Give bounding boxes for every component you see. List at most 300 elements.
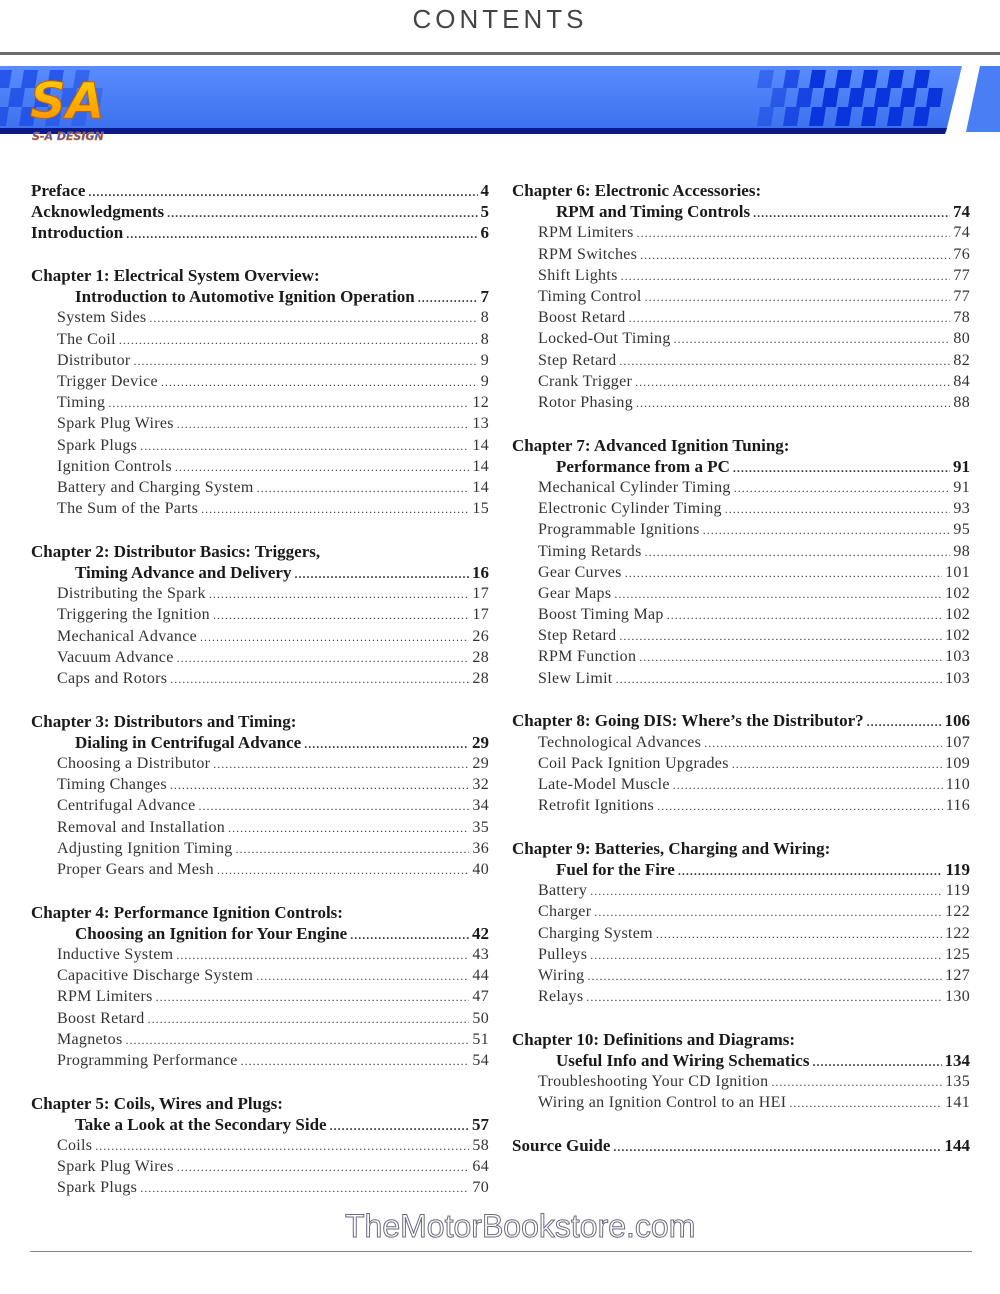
sa-design-logo bbox=[30, 72, 105, 130]
entry-label: RPM Limiters bbox=[538, 224, 634, 242]
dot-leader bbox=[613, 1137, 941, 1156]
dot-leader bbox=[294, 564, 469, 583]
entry-label: Battery bbox=[538, 882, 588, 900]
section-entry[interactable] bbox=[512, 350, 970, 371]
logo-subtext: S-A DESIGN bbox=[32, 130, 104, 143]
page-number: 134 bbox=[944, 1050, 970, 1070]
section-entry[interactable] bbox=[31, 413, 489, 434]
entry-label: Programmable Ignitions bbox=[538, 521, 700, 539]
page-number: 102 bbox=[945, 627, 970, 645]
section-entry[interactable] bbox=[512, 583, 970, 604]
page-number: 5 bbox=[480, 202, 489, 222]
entry-label: Programming Performance bbox=[57, 1051, 238, 1069]
dot-leader bbox=[619, 351, 950, 371]
page-number: 54 bbox=[472, 1051, 489, 1069]
page-number: 36 bbox=[472, 839, 489, 857]
chapter-title-entry[interactable] bbox=[31, 732, 489, 753]
entry-label: Electronic Cylinder Timing bbox=[538, 500, 722, 518]
chapter-heading: Chapter 1: Electrical System Overview: bbox=[31, 266, 320, 286]
page-number: 32 bbox=[472, 776, 489, 794]
page-number: 14 bbox=[472, 478, 489, 496]
entry-label: Boost Retard bbox=[538, 309, 626, 327]
entry-label: Coils bbox=[57, 1137, 93, 1154]
section-entry[interactable] bbox=[512, 286, 970, 307]
dot-leader bbox=[704, 733, 942, 753]
dot-leader bbox=[149, 308, 477, 328]
front-matter-entry[interactable] bbox=[31, 180, 489, 201]
section-entry[interactable] bbox=[31, 795, 489, 816]
section-entry[interactable] bbox=[512, 668, 970, 689]
page-number: 110 bbox=[945, 775, 970, 793]
section-entry[interactable] bbox=[31, 774, 489, 795]
entry-label: Spark Plugs bbox=[57, 1179, 138, 1197]
dot-leader bbox=[732, 754, 942, 774]
section-entry[interactable] bbox=[31, 668, 489, 689]
section-entry[interactable] bbox=[512, 222, 970, 243]
dot-leader bbox=[586, 987, 942, 1007]
dot-leader bbox=[590, 881, 942, 901]
section-entry[interactable] bbox=[31, 498, 489, 519]
page-number: 8 bbox=[480, 330, 489, 348]
chapter-heading: Chapter 2: Distributor Basics: Triggers, bbox=[31, 541, 321, 561]
page-number: 103 bbox=[945, 669, 970, 687]
dot-leader bbox=[140, 1178, 469, 1198]
section-entry[interactable] bbox=[512, 265, 970, 286]
entry-label: Crank Trigger bbox=[538, 372, 633, 390]
page-number: 98 bbox=[953, 542, 970, 560]
back-matter-entry[interactable] bbox=[512, 1135, 970, 1156]
spacer bbox=[31, 880, 489, 902]
entry-label: Fuel for the Fire bbox=[556, 859, 675, 879]
section-entry[interactable] bbox=[512, 519, 970, 540]
section-entry[interactable] bbox=[31, 986, 489, 1007]
dot-leader bbox=[673, 775, 943, 795]
page-number: 28 bbox=[472, 669, 489, 687]
page-number: 7 bbox=[480, 287, 489, 307]
page-number: 43 bbox=[472, 946, 489, 963]
entry-label: Choosing a Distributor bbox=[57, 755, 211, 772]
dot-leader bbox=[170, 775, 470, 795]
page-title: CONTENTS bbox=[412, 4, 588, 34]
dot-leader bbox=[629, 308, 951, 328]
dot-leader bbox=[678, 861, 943, 880]
dot-leader bbox=[88, 182, 477, 201]
section-entry[interactable] bbox=[31, 859, 489, 880]
section-entry[interactable] bbox=[512, 477, 970, 498]
spacer bbox=[512, 816, 970, 838]
chapter-title-entry[interactable] bbox=[512, 456, 970, 477]
entry-label: Technological Advances bbox=[538, 733, 702, 751]
dot-leader bbox=[161, 372, 478, 392]
entry-label: RPM Switches bbox=[538, 245, 638, 263]
entry-label: Preface bbox=[31, 181, 86, 200]
dot-leader bbox=[639, 647, 942, 667]
page-number: 125 bbox=[945, 945, 970, 963]
section-entry[interactable] bbox=[512, 923, 970, 944]
entry-label: Step Retard bbox=[538, 627, 617, 645]
section-entry[interactable] bbox=[512, 307, 970, 328]
chapter-title-entry[interactable] bbox=[31, 562, 489, 583]
page-number: 76 bbox=[953, 245, 970, 263]
front-matter-entry[interactable] bbox=[31, 222, 489, 243]
chapter-title-entry[interactable] bbox=[512, 201, 970, 222]
entry-label: Source Guide bbox=[512, 1136, 611, 1155]
entry-label: Acknowledgments bbox=[31, 202, 165, 222]
chapter-heading: Chapter 6: Electronic Accessories: bbox=[512, 181, 762, 200]
chapter-title-entry[interactable] bbox=[512, 1050, 970, 1071]
entry-label: RPM and Timing Controls bbox=[556, 202, 751, 222]
entry-label: The Sum of the Parts bbox=[57, 500, 199, 518]
dot-leader bbox=[734, 478, 951, 498]
entry-label: Distributing the Spark bbox=[57, 585, 206, 603]
entry-label: Ignition Controls bbox=[57, 457, 172, 475]
dot-leader bbox=[636, 393, 950, 413]
checkered-banner bbox=[0, 62, 1000, 152]
page-number: 4 bbox=[480, 181, 489, 200]
dot-leader bbox=[213, 605, 469, 625]
section-entry[interactable] bbox=[512, 392, 970, 413]
section-entry[interactable] bbox=[31, 944, 489, 965]
section-entry[interactable] bbox=[31, 1008, 489, 1029]
dot-leader bbox=[621, 266, 951, 286]
chapter-heading: Chapter 7: Advanced Ignition Tuning: bbox=[512, 435, 790, 455]
page-number: 8 bbox=[480, 309, 489, 327]
dot-leader bbox=[703, 520, 951, 540]
page-number: 15 bbox=[472, 500, 489, 518]
entry-label: Shift Lights bbox=[538, 266, 618, 284]
section-entry[interactable] bbox=[512, 944, 970, 965]
section-entry[interactable] bbox=[512, 986, 970, 1007]
entry-label: Spark Plug Wires bbox=[57, 1158, 174, 1176]
page-number: 95 bbox=[953, 521, 970, 539]
page-number: 130 bbox=[945, 988, 970, 1006]
page-number: 107 bbox=[945, 733, 970, 751]
dot-leader bbox=[140, 436, 469, 456]
dot-leader bbox=[257, 478, 470, 498]
page-number: 57 bbox=[472, 1114, 489, 1134]
entry-label: Capacitive Discharge System bbox=[57, 967, 254, 985]
page-number: 12 bbox=[472, 394, 489, 412]
dot-leader bbox=[201, 499, 469, 519]
section-entry[interactable] bbox=[512, 371, 970, 392]
banner-band-shadow bbox=[0, 128, 947, 134]
section-entry[interactable] bbox=[512, 732, 970, 753]
dot-leader bbox=[753, 203, 950, 222]
page-number: 47 bbox=[472, 988, 489, 1006]
entry-label: Coil Pack Ignition Upgrades bbox=[538, 754, 729, 772]
entry-label: Trigger Device bbox=[57, 373, 158, 390]
dot-leader bbox=[148, 1009, 470, 1029]
entry-label: Boost Timing Map bbox=[538, 606, 664, 624]
entry-label: Adjusting Ignition Timing bbox=[57, 839, 233, 857]
page-number: 80 bbox=[953, 330, 970, 348]
page-number: 9 bbox=[480, 351, 489, 369]
chapter-title-entry[interactable] bbox=[31, 1114, 489, 1135]
toc-column-left bbox=[31, 180, 489, 1199]
section-entry[interactable] bbox=[512, 625, 970, 646]
front-matter-entry[interactable] bbox=[31, 201, 489, 222]
dot-leader bbox=[217, 860, 469, 880]
page-number: 50 bbox=[472, 1009, 489, 1027]
entry-label: The Coil bbox=[57, 330, 116, 348]
spacer bbox=[512, 413, 970, 435]
page-number: 26 bbox=[472, 627, 489, 645]
spacer bbox=[31, 244, 489, 266]
dot-leader bbox=[616, 669, 943, 689]
section-entry[interactable] bbox=[31, 583, 489, 604]
entry-label: Removal and Installation bbox=[57, 818, 226, 836]
entry-label: Caps and Rotors bbox=[57, 669, 168, 687]
dot-leader bbox=[177, 414, 470, 434]
section-entry[interactable] bbox=[31, 817, 489, 838]
section-entry[interactable] bbox=[31, 753, 489, 774]
section-entry[interactable] bbox=[512, 328, 970, 349]
entry-label: Inductive System bbox=[57, 946, 174, 963]
entry-label: Timing Control bbox=[538, 287, 642, 305]
page-number: 14 bbox=[472, 457, 489, 475]
dot-leader bbox=[625, 563, 942, 583]
section-entry[interactable] bbox=[31, 647, 489, 668]
top-divider bbox=[0, 52, 1000, 55]
section-entry[interactable] bbox=[31, 838, 489, 859]
page-number: 74 bbox=[953, 202, 970, 222]
section-entry[interactable] bbox=[512, 562, 970, 583]
section-entry[interactable] bbox=[512, 753, 970, 774]
page-number: 29 bbox=[472, 755, 489, 772]
entry-label: Timing bbox=[57, 394, 106, 412]
entry-label: Retrofit Ignitions bbox=[538, 797, 655, 815]
entry-label: Dialing in Centrifugal Advance bbox=[75, 732, 302, 752]
section-entry[interactable] bbox=[512, 1092, 970, 1113]
dot-leader bbox=[176, 945, 469, 965]
page-number: 14 bbox=[472, 436, 489, 454]
page-number: 93 bbox=[953, 500, 970, 518]
section-entry[interactable] bbox=[31, 1029, 489, 1050]
spacer bbox=[512, 1007, 970, 1029]
page-number: 29 bbox=[472, 732, 489, 752]
section-entry[interactable] bbox=[31, 435, 489, 456]
section-entry[interactable] bbox=[512, 901, 970, 922]
chapter-title-entry[interactable] bbox=[512, 710, 970, 731]
spacer bbox=[31, 689, 489, 711]
watermark: TheMotorBookstore.com bbox=[345, 1208, 696, 1244]
dot-leader bbox=[594, 902, 942, 922]
chapter-heading: Chapter 10: Definitions and Diagrams: bbox=[512, 1029, 796, 1049]
chapter-heading: Chapter 5: Coils, Wires and Plugs: bbox=[31, 1093, 283, 1113]
section-entry[interactable] bbox=[31, 1177, 489, 1198]
section-entry[interactable] bbox=[512, 880, 970, 901]
page-number: 78 bbox=[953, 309, 970, 327]
dot-leader bbox=[330, 1116, 469, 1135]
entry-label: Wiring bbox=[538, 966, 585, 984]
section-entry[interactable] bbox=[512, 604, 970, 625]
dot-leader bbox=[674, 329, 951, 349]
dot-leader bbox=[167, 203, 477, 222]
entry-label: Proper Gears and Mesh bbox=[57, 860, 214, 878]
entry-label: Take a Look at the Secondary Side bbox=[75, 1114, 327, 1134]
entry-label: Rotor Phasing bbox=[538, 393, 634, 411]
entry-label: Timing Advance and Delivery bbox=[75, 563, 292, 582]
section-entry[interactable] bbox=[31, 307, 489, 328]
entry-label: Battery and Charging System bbox=[57, 478, 254, 496]
page-number: 91 bbox=[953, 456, 970, 476]
section-entry[interactable] bbox=[31, 604, 489, 625]
dot-leader bbox=[228, 818, 469, 838]
page-number: 40 bbox=[472, 860, 489, 878]
page-number: 28 bbox=[472, 648, 489, 666]
entry-label: Troubleshooting Your CD Ignition bbox=[538, 1073, 769, 1091]
entry-label: Locked-Out Timing bbox=[538, 330, 671, 348]
section-entry[interactable] bbox=[512, 244, 970, 265]
page-number: 119 bbox=[945, 882, 970, 900]
section-entry[interactable] bbox=[31, 329, 489, 350]
section-entry[interactable] bbox=[31, 456, 489, 477]
section-entry[interactable] bbox=[31, 392, 489, 413]
entry-label: Gear Curves bbox=[538, 563, 622, 581]
section-entry[interactable] bbox=[31, 1050, 489, 1071]
page-number: 106 bbox=[944, 711, 970, 731]
page-number: 102 bbox=[945, 606, 970, 624]
dot-leader bbox=[156, 987, 470, 1007]
page-number: 58 bbox=[472, 1137, 489, 1154]
dot-leader bbox=[590, 945, 942, 965]
section-entry[interactable] bbox=[31, 350, 489, 371]
section-entry[interactable] bbox=[31, 371, 489, 392]
chapter-heading: Chapter 4: Performance Ignition Controls: bbox=[31, 902, 343, 922]
section-entry[interactable] bbox=[512, 498, 970, 519]
bottom-divider bbox=[30, 1251, 972, 1252]
page-number: 84 bbox=[953, 372, 970, 390]
page-number: 88 bbox=[953, 393, 970, 411]
page-number: 103 bbox=[945, 648, 970, 666]
entry-label: Triggering the Ignition bbox=[57, 606, 210, 624]
entry-label: Pulleys bbox=[538, 945, 588, 963]
spacer bbox=[31, 519, 489, 541]
page-number: 64 bbox=[472, 1158, 489, 1176]
page-number: 122 bbox=[945, 924, 970, 942]
section-entry[interactable] bbox=[31, 626, 489, 647]
entry-label: Distributor bbox=[57, 351, 131, 369]
page-number: 127 bbox=[945, 966, 970, 984]
page-number: 9 bbox=[480, 373, 489, 390]
page-number: 82 bbox=[953, 351, 970, 369]
page-number: 77 bbox=[953, 287, 970, 305]
dot-leader bbox=[119, 330, 478, 350]
page-number: 122 bbox=[945, 903, 970, 921]
page-number: 119 bbox=[945, 859, 970, 879]
spacer bbox=[512, 1114, 970, 1136]
dot-leader bbox=[350, 925, 469, 944]
chapter-title-entry[interactable] bbox=[31, 286, 489, 307]
entry-label: Mechanical Cylinder Timing bbox=[538, 478, 731, 496]
page-number: 51 bbox=[472, 1030, 489, 1048]
banner-band-right bbox=[966, 66, 1000, 132]
entry-label: Step Retard bbox=[538, 351, 617, 369]
page-number: 17 bbox=[472, 606, 489, 624]
dot-leader bbox=[236, 839, 470, 859]
dot-leader bbox=[789, 1093, 942, 1113]
section-entry[interactable] bbox=[512, 774, 970, 795]
page-number: 44 bbox=[472, 967, 489, 985]
entry-label: Useful Info and Wiring Schematics bbox=[556, 1050, 810, 1070]
entry-label: Spark Plugs bbox=[57, 436, 138, 454]
page-number: 17 bbox=[472, 585, 489, 603]
page-number: 102 bbox=[945, 584, 970, 602]
dot-leader bbox=[619, 626, 942, 646]
dot-leader bbox=[587, 966, 942, 986]
chapter-title-entry[interactable] bbox=[512, 859, 970, 880]
section-entry[interactable] bbox=[512, 1071, 970, 1092]
section-entry[interactable] bbox=[512, 795, 970, 816]
entry-label: Vacuum Advance bbox=[57, 648, 174, 666]
dot-leader bbox=[667, 605, 942, 625]
page-number: 144 bbox=[944, 1136, 970, 1155]
entry-label: System Sides bbox=[57, 309, 147, 327]
page-number: 13 bbox=[472, 415, 489, 433]
page-number: 6 bbox=[480, 223, 489, 243]
dot-leader bbox=[209, 584, 470, 604]
dot-leader bbox=[108, 393, 469, 413]
entry-label: Introduction to Automotive Ignition Operation bbox=[75, 287, 415, 307]
dot-leader bbox=[213, 754, 469, 774]
chapter-title-entry[interactable] bbox=[31, 923, 489, 944]
page-number: 16 bbox=[472, 563, 489, 582]
dot-leader bbox=[200, 627, 469, 647]
spacer bbox=[512, 689, 970, 711]
dot-leader bbox=[126, 1030, 470, 1050]
entry-label: Gear Maps bbox=[538, 584, 612, 602]
dot-leader bbox=[241, 1051, 470, 1071]
dot-leader bbox=[637, 223, 951, 243]
dot-leader bbox=[640, 245, 950, 265]
section-entry[interactable] bbox=[512, 541, 970, 562]
dot-leader bbox=[304, 734, 469, 753]
logo-mark: SA bbox=[30, 72, 105, 130]
page-number: 35 bbox=[472, 818, 489, 836]
entry-label: Choosing an Ignition for Your Engine bbox=[75, 923, 348, 943]
checker-pattern-right bbox=[757, 70, 943, 126]
toc-column-right bbox=[512, 180, 970, 1156]
page-number: 101 bbox=[945, 563, 970, 581]
dot-leader bbox=[418, 288, 478, 307]
chapter-heading: Chapter 3: Distributors and Timing: bbox=[31, 711, 297, 731]
section-entry[interactable] bbox=[31, 477, 489, 498]
page-number: 34 bbox=[472, 797, 489, 815]
section-entry[interactable] bbox=[512, 646, 970, 667]
entry-label: Magnetos bbox=[57, 1030, 123, 1048]
entry-label: Timing Changes bbox=[57, 776, 167, 794]
entry-label: Mechanical Advance bbox=[57, 627, 198, 645]
dot-leader bbox=[134, 351, 478, 371]
entry-label: Performance from a PC bbox=[556, 456, 730, 476]
page-number: 91 bbox=[953, 478, 970, 496]
page-number: 141 bbox=[945, 1094, 970, 1112]
section-entry[interactable] bbox=[512, 965, 970, 986]
entry-label: Slew Limit bbox=[538, 669, 613, 687]
page-number: 42 bbox=[472, 923, 489, 943]
section-entry[interactable] bbox=[31, 1135, 489, 1156]
dot-leader bbox=[645, 542, 951, 562]
section-entry[interactable] bbox=[31, 1156, 489, 1177]
chapter-heading: Chapter 9: Batteries, Charging and Wiring: bbox=[512, 838, 831, 858]
page-number: 74 bbox=[953, 224, 970, 242]
dot-leader bbox=[725, 499, 951, 519]
section-entry[interactable] bbox=[31, 965, 489, 986]
entry-label: Centrifugal Advance bbox=[57, 797, 196, 815]
page-number: 109 bbox=[945, 754, 970, 772]
dot-leader bbox=[256, 966, 469, 986]
entry-label: Relays bbox=[538, 988, 584, 1006]
